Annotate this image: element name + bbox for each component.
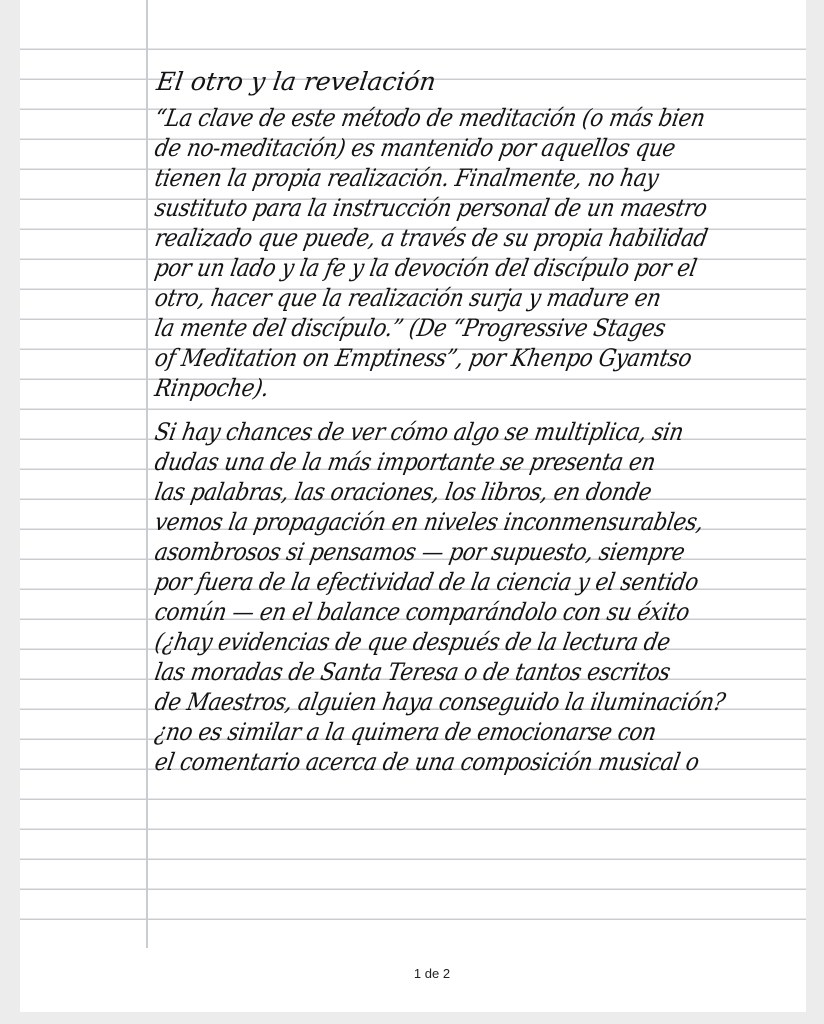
text-line: realizado que puede, a través de su propia habilidad (152, 224, 710, 253)
text-line: ¿no es similar a la quimera de emocionarse con (152, 718, 659, 747)
page-title: El otro y la revelación (154, 67, 438, 96)
text-line: las moradas de Santa Teresa o de tantos escritos (152, 658, 673, 687)
text-line: sustituto para la instrucción personal de un maestro (152, 194, 710, 223)
text-line: de Maestros, alguien haya conseguido la iluminación? (152, 688, 728, 717)
text-line: Si hay chances de ver cómo algo se multiplica, sin (152, 418, 686, 447)
text-line: “La clave de este método de meditación (o más bien (152, 104, 707, 133)
text-line: común — en el balance comparándolo con su éxito (152, 598, 692, 627)
text-line: por un lado y la fe y la devoción del discípulo por el (152, 254, 699, 283)
text-line: vemos la propagación en niveles inconmensurables, (152, 508, 706, 537)
text-line: de no-meditación) es mantenido por aquellos que (152, 134, 678, 163)
text-line: las palabras, las oraciones, los libros, en donde (152, 478, 654, 507)
text-line: el comentario acerca de una composición musical o (152, 748, 702, 777)
text-line: asombrosos si pensamos — por supuesto, siempre (152, 538, 687, 567)
paragraph-body (146, 420, 786, 780)
text-line: (¿hay evidencias de que después de la lectura de (152, 628, 673, 657)
text-line: otro, hacer que la realización surja y madure en (152, 284, 663, 313)
text-line: la mente del discípulo.” (De “Progressive Stages (152, 314, 668, 343)
notebook-page (20, 0, 806, 1012)
text-line: Rinpoche). (152, 374, 271, 403)
paragraph-quote (146, 106, 786, 406)
text-line: dudas una de la más importante se presenta en (152, 448, 658, 477)
page-indicator: 1 de 2 (413, 966, 451, 981)
handwritten-text (146, 62, 786, 786)
text-line: por fuera de la efectividad de la ciencia y el sentido (152, 568, 701, 597)
text-line: of Meditation on Emptiness”, por Khenpo Gyamtso (152, 344, 694, 373)
text-line: tienen la propia realización. Finalmente, no hay (152, 164, 661, 193)
